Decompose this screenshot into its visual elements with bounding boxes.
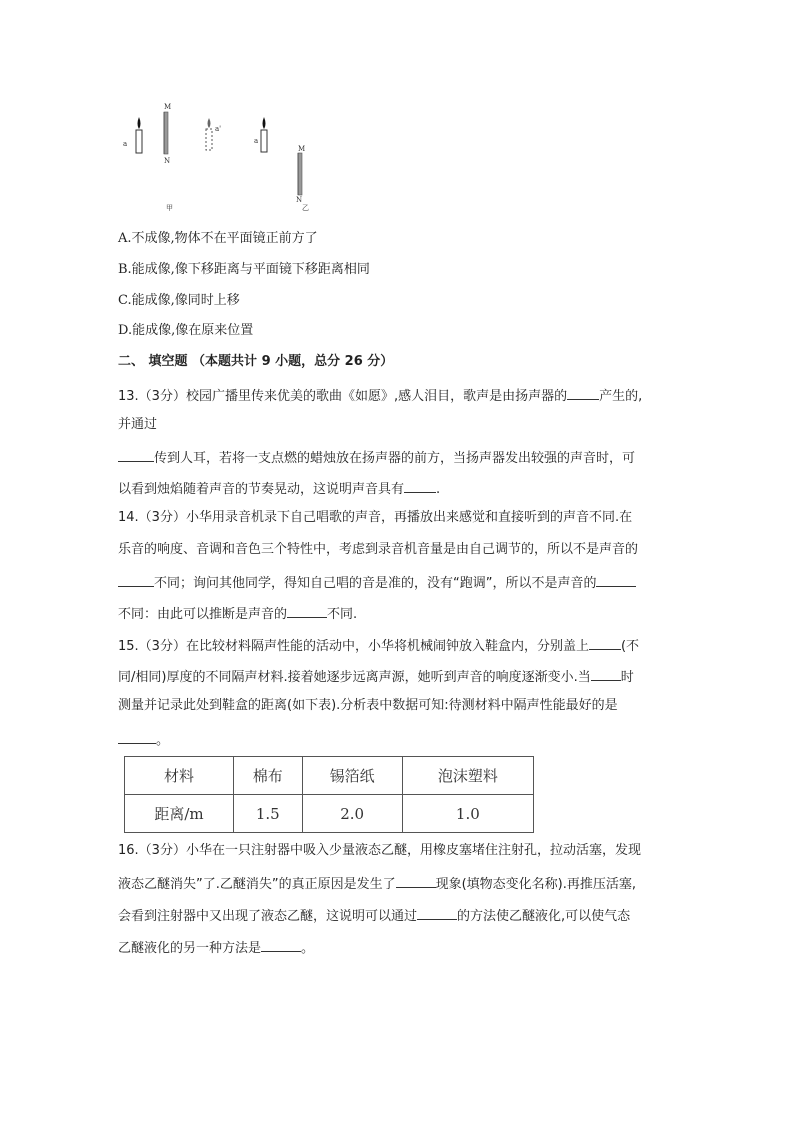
q15-line2	[118, 667, 634, 686]
q13-blank-2	[118, 448, 154, 462]
table-cell: 2.0	[302, 795, 402, 833]
q16-text-3-end: 的方法使乙醚液化,可以使气态	[457, 909, 631, 924]
label-a-prime: a'	[215, 125, 222, 133]
q15-line1	[118, 636, 639, 655]
option-d: D.能成像,像在原来位置	[118, 323, 254, 338]
table-header-cell: 锡箔纸	[302, 757, 402, 795]
q13-text-1-end: 产生的,	[599, 389, 643, 404]
q15-text-2: 同/相同)厚度的不同隔声材料.接着她逐步远离声源，她听到声音的响度逐渐变小.当	[118, 670, 591, 685]
q15-blank-1	[589, 636, 621, 650]
table-header-cell: 材料	[125, 757, 234, 795]
q13-text-1: 13.（3分）校园广播里传来优美的歌曲《如愿》,感人泪目，歌声是由扬声器的	[118, 389, 568, 404]
q16-text-2-end: 现象(填物态变化名称).再推压活塞,	[435, 877, 637, 892]
q16-text-4-end: 。	[301, 941, 315, 956]
q13-line1	[118, 386, 642, 405]
candle-image	[206, 118, 212, 150]
option-c: C.能成像,像同时上移	[118, 293, 240, 308]
q13-text-4: 以看到烛焰随着声音的节奏晃动，这说明声音具有	[118, 482, 405, 497]
section-title: 二、 填空题 （本题共计 9 小题，总分 26 分）	[118, 354, 394, 369]
table-cell: 1.5	[233, 795, 302, 833]
mirror-right	[298, 153, 302, 195]
q16-text-2: 液态乙醚消失”了.乙醚消失”的真正原因是发生了	[118, 877, 396, 892]
q16-blank-1	[396, 874, 436, 888]
q14-text-4: 不同：由此可以推断是声音的	[118, 607, 288, 622]
table-row	[125, 795, 534, 833]
q15-blank-3	[118, 730, 156, 744]
caption-yi: 乙	[302, 204, 309, 212]
q13-line4	[118, 479, 440, 498]
q15-text-1: 15.（3分）在比较材料隔声性能的活动中，小华将机械闹钟放入鞋盒内，分别盖上	[118, 639, 589, 654]
q13-text-3: 传到人耳，若将一支点燃的蜡烛放在扬声器的前方，当扬声器发出较强的声音时，可	[154, 451, 636, 466]
q13-line2: 并通过	[118, 417, 158, 432]
label-n-left: N	[164, 157, 171, 165]
q14-blank-2	[596, 573, 636, 587]
q16-blank-2	[417, 906, 457, 920]
table-header-cell: 泡沫塑料	[402, 757, 533, 795]
q13-blank-1	[567, 386, 599, 400]
option-b: B.能成像,像下移距离与平面镜下移距离相同	[118, 262, 370, 277]
label-a-right: a	[254, 137, 259, 145]
table-header-row	[125, 757, 534, 795]
q14-text-3: 不同；询问其他同学，得知自己唱的音是准的，没有“跑调”，所以不是声音的	[154, 576, 597, 591]
q14-line4	[118, 604, 357, 623]
q15-line4	[118, 730, 169, 749]
table-header-cell: 棉布	[233, 757, 302, 795]
q13-text-4-end: .	[436, 482, 441, 497]
q16-line1: 16.（3分）小华在一只注射器中吸入少量液态乙醚，用橡皮塞堵住注射孔，拉动活塞，发现	[118, 843, 641, 858]
q13-blank-3	[404, 479, 436, 493]
q14-blank-1	[118, 573, 154, 587]
mirror-diagram	[116, 100, 316, 215]
q14-line3	[118, 573, 636, 592]
q14-text-4-end: 不同.	[327, 607, 358, 622]
table-cell: 1.0	[402, 795, 533, 833]
q15-line3: 测量并记录此处到鞋盒的距离(如下表).分析表中数据可知:待测材料中隔声性能最好的是	[118, 698, 618, 713]
q16-text-4: 乙醚液化的另一种方法是	[118, 941, 262, 956]
q14-blank-3	[287, 604, 327, 618]
q16-line3	[118, 906, 630, 925]
option-a: A.不成像,物体不在平面镜正前方了	[118, 231, 318, 246]
q14-line1: 14.（3分）小华用录音机录下自己唱歌的声音，再播放出来感觉和直接听到的声音不同.在	[118, 510, 633, 525]
q16-text-3: 会看到注射器中又出现了液态乙醚，这说明可以通过	[118, 909, 418, 924]
label-m-right: M	[298, 145, 306, 153]
label-m-left: M	[164, 103, 172, 111]
q16-line2	[118, 874, 636, 893]
candle-right	[261, 117, 267, 152]
material-table	[124, 756, 534, 833]
q16-line4	[118, 938, 314, 957]
q16-blank-3	[261, 938, 301, 952]
table-row-label: 距离/m	[125, 795, 234, 833]
q15-text-1-end: (不	[620, 639, 640, 654]
q15-blank-2	[591, 667, 621, 681]
mirror-left	[164, 112, 168, 154]
caption-jia: 甲	[166, 204, 173, 212]
q14-line2: 乐音的响度、音调和音色三个特性中，考虑到录音机音量是由自己调节的，所以不是声音的	[118, 542, 639, 557]
q13-line3	[118, 448, 635, 467]
label-n-right: N	[296, 196, 303, 204]
label-a-left: a	[123, 140, 128, 148]
q15-text-2-end: 时	[620, 670, 634, 685]
candle-left	[136, 117, 142, 153]
q15-text-4-end: 。	[156, 733, 170, 748]
